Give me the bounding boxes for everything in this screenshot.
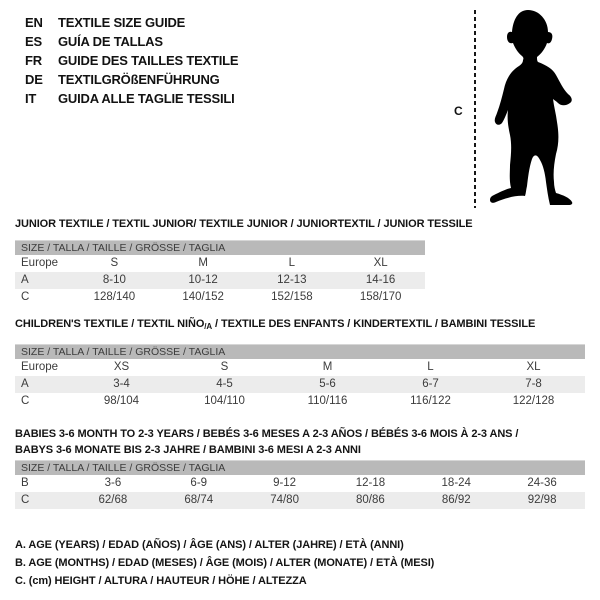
- table-cell: 7-8: [525, 378, 542, 390]
- table-cell: 104/110: [204, 395, 245, 407]
- language-row-fr: [25, 51, 238, 70]
- table-row-height: [15, 492, 585, 509]
- guide-title-en: TEXTILE SIZE GUIDE: [58, 15, 186, 30]
- size-header-bar: SIZE / TALLA / TAILLE / GRÖSSE / TAGLIA: [15, 460, 585, 475]
- table-row-height: [15, 393, 585, 410]
- table-row-height: [15, 289, 425, 306]
- junior-size-table: [15, 240, 425, 306]
- footnote-age-months: B. AGE (MONTHS) / EDAD (MESES) / ÂGE (MOIS) / ALTER (MONATE) / ETÀ (MESI): [15, 557, 435, 569]
- legend-footnotes: [15, 536, 434, 590]
- table-cell: 5-6: [319, 378, 336, 390]
- table-cell: 80/86: [356, 494, 385, 506]
- table-cell: 86/92: [441, 494, 471, 506]
- footnote-height: C. (cm) HEIGHT / ALTURA / HAUTEUR / HÖHE / ALTEZZA: [15, 575, 307, 587]
- row-label: C: [21, 291, 30, 303]
- table-cell: 140/152: [182, 291, 224, 303]
- children-title-part2: / TEXTILE DES ENFANTS / KINDERTEXTIL / BAMBINI TESSILE: [212, 318, 536, 330]
- table-cell: 18-24: [441, 477, 471, 489]
- babies-title-line2: BABYS 3-6 MONATE BIS 2-3 JAHRE / BAMBINI 3-6 MESI A 2-3 ANNI: [15, 444, 361, 456]
- table-cell: XS: [113, 361, 130, 373]
- junior-table-title: JUNIOR TEXTILE / TEXTIL JUNIOR/ TEXTILE JUNIOR / JUNIORTEXTIL / JUNIOR TESSILE: [15, 218, 473, 230]
- babies-title-line1: BABIES 3-6 MONTH TO 2-3 YEARS / BEBÉS 3-6 MESES A 2-3 AÑOS / BÉBÉS 3-6 MOIS À 2-3 ANS /: [15, 428, 519, 440]
- table-cell: 3-6: [104, 477, 122, 489]
- table-cell: M: [198, 257, 208, 269]
- language-row-it: [25, 89, 238, 108]
- table-cell: 6-7: [422, 378, 439, 390]
- table-cell: 62/68: [98, 494, 128, 506]
- table-cell: 8-10: [102, 274, 126, 286]
- table-cell: 74/80: [270, 494, 299, 506]
- table-cell: 98/104: [103, 395, 140, 407]
- guide-title-es: GUÍA DE TALLAS: [58, 34, 163, 49]
- table-cell: 152/158: [271, 291, 313, 303]
- babies-size-table: [15, 460, 585, 509]
- table-cell: 6-9: [190, 477, 208, 489]
- table-cell: 122/128: [512, 395, 555, 407]
- table-cell: 92/98: [527, 494, 557, 506]
- row-label: A: [21, 274, 29, 286]
- table-row-age: [15, 376, 585, 393]
- size-header-bar: SIZE / TALLA / TAILLE / GRÖSSE / TAGLIA: [15, 240, 425, 255]
- language-code: IT: [25, 91, 37, 106]
- guide-title-fr: GUIDE DES TAILLES TEXTILE: [58, 53, 239, 68]
- children-table-title: [15, 316, 535, 335]
- table-cell: XL: [373, 257, 388, 269]
- babies-table-title: [15, 426, 590, 458]
- language-row-de: [25, 70, 238, 89]
- row-label: A: [21, 378, 29, 390]
- row-label: B: [21, 477, 29, 489]
- height-measure-label: C: [454, 104, 463, 118]
- table-cell: L: [427, 361, 434, 373]
- table-cell: 4-5: [216, 378, 233, 390]
- guide-title-it: GUIDA ALLE TAGLIE TESSILI: [58, 91, 235, 106]
- size-header-bar: SIZE / TALLA / TAILLE / GRÖSSE / TAGLIA: [15, 344, 585, 359]
- table-cell: 128/140: [93, 291, 136, 303]
- table-cell: 158/170: [359, 291, 402, 303]
- table-cell: S: [110, 257, 119, 269]
- table-cell: 110/116: [307, 395, 348, 407]
- language-code: FR: [25, 53, 42, 68]
- children-title-part1: CHILDREN'S TEXTILE / TEXTIL NIÑO: [15, 318, 205, 330]
- table-cell: 24-36: [527, 477, 557, 489]
- table-cell: L: [288, 257, 296, 269]
- table-row-age: [15, 272, 425, 289]
- table-cell: 10-12: [188, 274, 218, 286]
- table-cell: 68/74: [184, 494, 214, 506]
- table-cell: 12-18: [355, 477, 386, 489]
- row-label: Europe: [21, 257, 59, 269]
- language-row-en: [25, 13, 238, 32]
- table-cell: 9-12: [273, 477, 297, 489]
- table-cell: 14-16: [365, 274, 396, 286]
- language-code: DE: [25, 72, 43, 87]
- footnote-age-years: A. AGE (YEARS) / EDAD (AÑOS) / ÂGE (ANS) / ALTER (JAHRE) / ETÀ (ANNI): [15, 539, 404, 551]
- language-row-es: [25, 32, 238, 51]
- table-cell: 12-13: [277, 274, 307, 286]
- table-cell: M: [322, 361, 333, 373]
- table-cell: 116/122: [410, 395, 451, 407]
- guide-title-de: TEXTILGRÖßENFÜHRUNG: [58, 72, 220, 87]
- language-title-list: [25, 13, 238, 108]
- table-cell: S: [220, 361, 229, 373]
- children-size-table: [15, 344, 585, 410]
- table-row-age-months: [15, 475, 585, 492]
- table-cell: XL: [526, 361, 541, 373]
- baby-silhouette-icon: [487, 10, 573, 206]
- table-row-europe: [15, 255, 425, 272]
- row-label: C: [21, 494, 30, 506]
- children-title-sub: /A: [204, 322, 213, 331]
- table-row-europe: [15, 359, 585, 376]
- row-label: C: [21, 395, 30, 407]
- language-code: EN: [25, 15, 43, 30]
- language-code: ES: [25, 34, 42, 49]
- row-label: Europe: [21, 361, 59, 373]
- table-cell: 3-4: [113, 378, 130, 390]
- height-measure-dashed-line: [474, 10, 476, 208]
